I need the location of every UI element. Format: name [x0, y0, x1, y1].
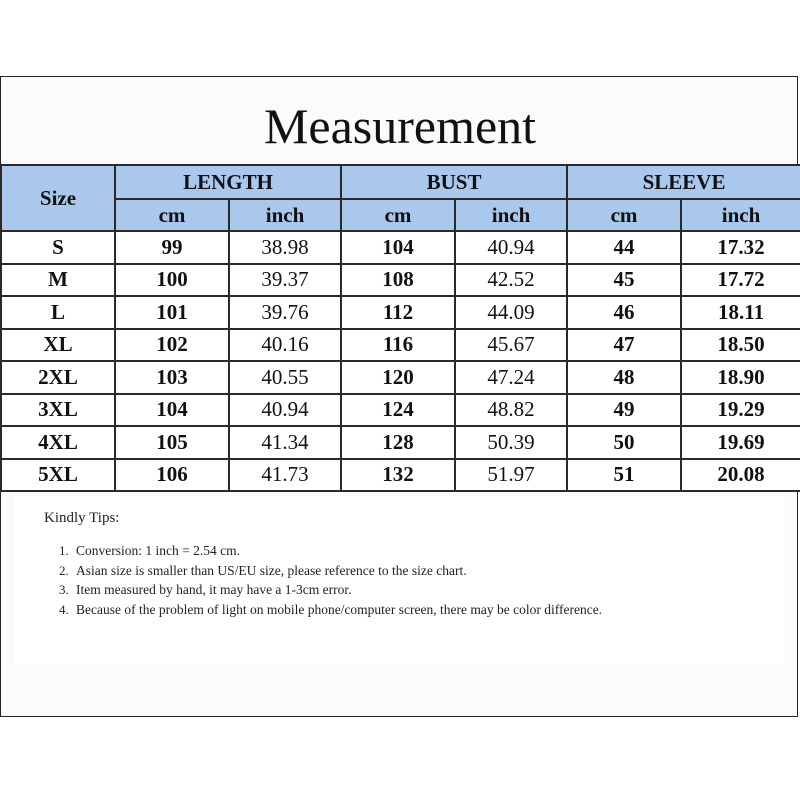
bust-cm-cell: 128: [341, 426, 455, 459]
table-row: [1, 459, 800, 492]
bust-cm-cell: 104: [341, 231, 455, 264]
sleeve-cm-cell: 48: [567, 361, 681, 394]
length-inch-cell: 40.94: [229, 394, 341, 427]
table-row: [1, 329, 800, 362]
size-table: [0, 164, 800, 492]
bust-inch-cell: 50.39: [455, 426, 567, 459]
length-inch-cell: 41.73: [229, 459, 341, 492]
bust-cm-cell: 108: [341, 264, 455, 297]
bust-inch-cell: 47.24: [455, 361, 567, 394]
bust-cm-cell: 120: [341, 361, 455, 394]
length-inch-cell: 39.76: [229, 296, 341, 329]
size-cell: S: [1, 231, 115, 264]
sleeve-header: SLEEVE: [567, 165, 800, 199]
length-inch-cell: 40.16: [229, 329, 341, 362]
length-cm-cell: 104: [115, 394, 229, 427]
sleeve-inch-cell: 19.29: [681, 394, 800, 427]
sleeve-cm-cell: 50: [567, 426, 681, 459]
size-cell: 4XL: [1, 426, 115, 459]
sleeve-inch-cell: 17.32: [681, 231, 800, 264]
size-table-body: [1, 231, 800, 491]
sleeve-inch-cell: 20.08: [681, 459, 800, 492]
bust-inch-cell: 44.09: [455, 296, 567, 329]
table-row: [1, 296, 800, 329]
size-header: Size: [1, 165, 115, 231]
size-cell: XL: [1, 329, 115, 362]
sleeve-inch-cell: 18.90: [681, 361, 800, 394]
sleeve-cm-cell: 49: [567, 394, 681, 427]
sleeve-cm-header: cm: [567, 199, 681, 231]
tip-item: 2. Asian size is smaller than US/EU size, please reference to the size chart.: [72, 561, 784, 581]
length-inch-cell: 40.55: [229, 361, 341, 394]
length-header: LENGTH: [115, 165, 341, 199]
sleeve-cm-cell: 44: [567, 231, 681, 264]
bust-inch-cell: 48.82: [455, 394, 567, 427]
bust-cm-cell: 132: [341, 459, 455, 492]
bust-inch-cell: 45.67: [455, 329, 567, 362]
length-inch-cell: 38.98: [229, 231, 341, 264]
bust-inch-cell: 42.52: [455, 264, 567, 297]
length-cm-cell: 103: [115, 361, 229, 394]
table-row: [1, 264, 800, 297]
sleeve-inch-cell: 18.50: [681, 329, 800, 362]
sleeve-cm-cell: 47: [567, 329, 681, 362]
bust-cm-cell: 124: [341, 394, 455, 427]
length-inch-header: inch: [229, 199, 341, 231]
bust-cm-cell: 112: [341, 296, 455, 329]
length-cm-cell: 106: [115, 459, 229, 492]
sleeve-inch-header: inch: [681, 199, 800, 231]
bust-cm-cell: 116: [341, 329, 455, 362]
table-row: [1, 361, 800, 394]
length-inch-cell: 39.37: [229, 264, 341, 297]
length-inch-cell: 41.34: [229, 426, 341, 459]
bust-inch-cell: 40.94: [455, 231, 567, 264]
tip-item: 3. Item measured by hand, it may have a 1-3cm error.: [72, 580, 784, 600]
tips-heading: Kindly Tips:: [44, 510, 120, 526]
table-row: [1, 231, 800, 264]
bust-inch-cell: 51.97: [455, 459, 567, 492]
size-cell: M: [1, 264, 115, 297]
tips-box: [14, 496, 784, 664]
bust-cm-header: cm: [341, 199, 455, 231]
tip-item: 1. Conversion: 1 inch = 2.54 cm.: [72, 541, 784, 561]
size-cell: 3XL: [1, 394, 115, 427]
length-cm-cell: 102: [115, 329, 229, 362]
bust-header: BUST: [341, 165, 567, 199]
sleeve-inch-cell: 17.72: [681, 264, 800, 297]
table-row: [1, 426, 800, 459]
length-cm-cell: 105: [115, 426, 229, 459]
length-cm-cell: 100: [115, 264, 229, 297]
length-cm-cell: 101: [115, 296, 229, 329]
sleeve-inch-cell: 18.11: [681, 296, 800, 329]
sleeve-cm-cell: 46: [567, 296, 681, 329]
table-row: [1, 394, 800, 427]
size-cell: L: [1, 296, 115, 329]
sleeve-cm-cell: 45: [567, 264, 681, 297]
length-cm-cell: 99: [115, 231, 229, 264]
page-title: Measurement: [263, 98, 537, 154]
size-cell: 2XL: [1, 361, 115, 394]
length-cm-header: cm: [115, 199, 229, 231]
tip-item: 4. Because of the problem of light on mobile phone/computer screen, there may be color difference.: [72, 600, 784, 620]
tips-list: [44, 541, 784, 619]
sleeve-inch-cell: 19.69: [681, 426, 800, 459]
size-cell: 5XL: [1, 459, 115, 492]
bust-inch-header: inch: [455, 199, 567, 231]
sleeve-cm-cell: 51: [567, 459, 681, 492]
